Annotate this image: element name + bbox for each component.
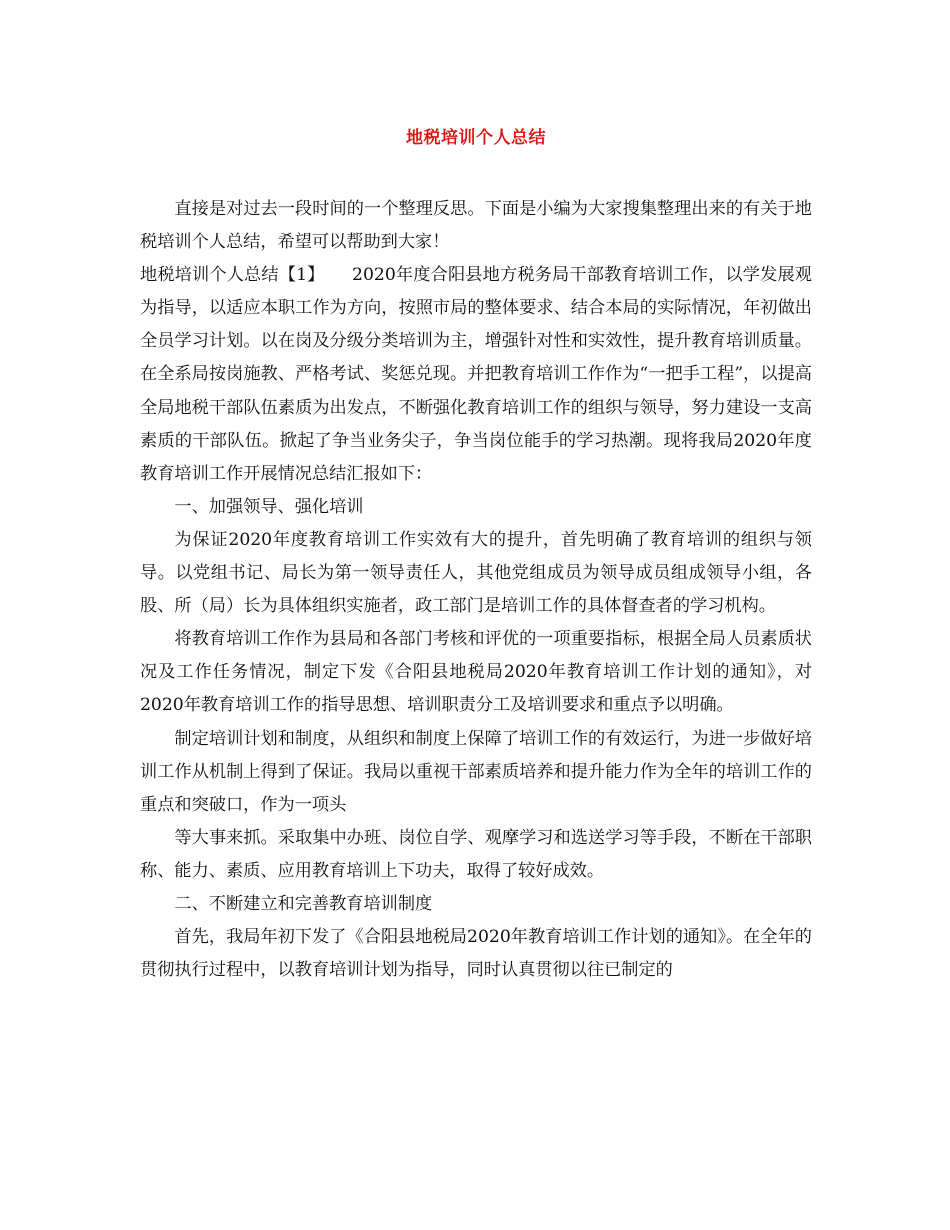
section-1-paragraph [140, 259, 812, 491]
document-title: 地税培训个人总结 [406, 128, 546, 148]
section-label: 地税培训个人总结【1】 [140, 265, 325, 286]
heading-strengthen-leadership: 一、加强领导、强化培训 [174, 496, 364, 517]
paragraph-leadership: 为保证2020年度教育培训工作实效有大的提升，首先明确了教育培训的组织与领导。以党组书记、局长为第一领导责任人，其他党组成员为领导成员组成领导小组，各股、所（局）长为具体组织实施者，政工部门是培训工作的具体督查者的学习机构。 [140, 529, 812, 617]
paragraph-first: 首先，我局年初下发了《合阳县地税局2020年教育培训工作计划的通知》。在全年的贯彻执行过程中，以教育培训计划为指导，同时认真贯彻以往已制定的 [140, 927, 812, 981]
paragraph-major-task: 等大事来抓。采取集中办班、岗位自学、观摩学习和选送学习等手段，不断在干部职称、能力、素质、应用教育培训上下功夫，取得了较好成效。 [140, 827, 812, 881]
section-1-text: 2020年度合阳县地方税务局干部教育培训工作，以学发展观为指导，以适应本职工作为方向，按照市局的整体要求、结合本局的实际情况，年初做出全员学习计划。以在岗及分级分类培训为主，增强针对性和实效性，提升教育培训质量。在全系局按岗施教、严格考试、奖惩兑现。并把教育培训工作作为“一把手工程”，以提高全局地税干部队伍素质为出发点，不断强化教育培训工作的组织与领导，努力建设一支高素质的干部队伍。掀起了争当业务尖子，争当岗位能手的学习热潮。现将我局2020年度教育培训工作开展情况总结汇报如下： [140, 265, 812, 484]
document-body [140, 193, 812, 987]
intro-paragraph: 直接是对过去一段时间的一个整理反思。下面是小编为大家搜集整理出来的有关于地税培训个人总结，希望可以帮助到大家！ [140, 199, 812, 253]
paragraph-assessment: 将教育培训工作作为县局和各部门考核和评优的一项重要指标，根据全局人员素质状况及工作任务情况，制定下发《合阳县地税局2020年教育培训工作计划的通知》，对2020年教育培训工作的指导思想、培训职责分工及培训要求和重点予以明确。 [140, 629, 812, 716]
paragraph-plan-system: 制定培训计划和制度，从组织和制度上保障了培训工作的有效运行，为进一步做好培训工作从机制上得到了保证。我局以重视干部素质培养和提升能力作为全年的培训工作的重点和突破口，作为一项头 [140, 728, 812, 815]
heading-improve-system: 二、不断建立和完善教育培训制度 [174, 893, 433, 914]
